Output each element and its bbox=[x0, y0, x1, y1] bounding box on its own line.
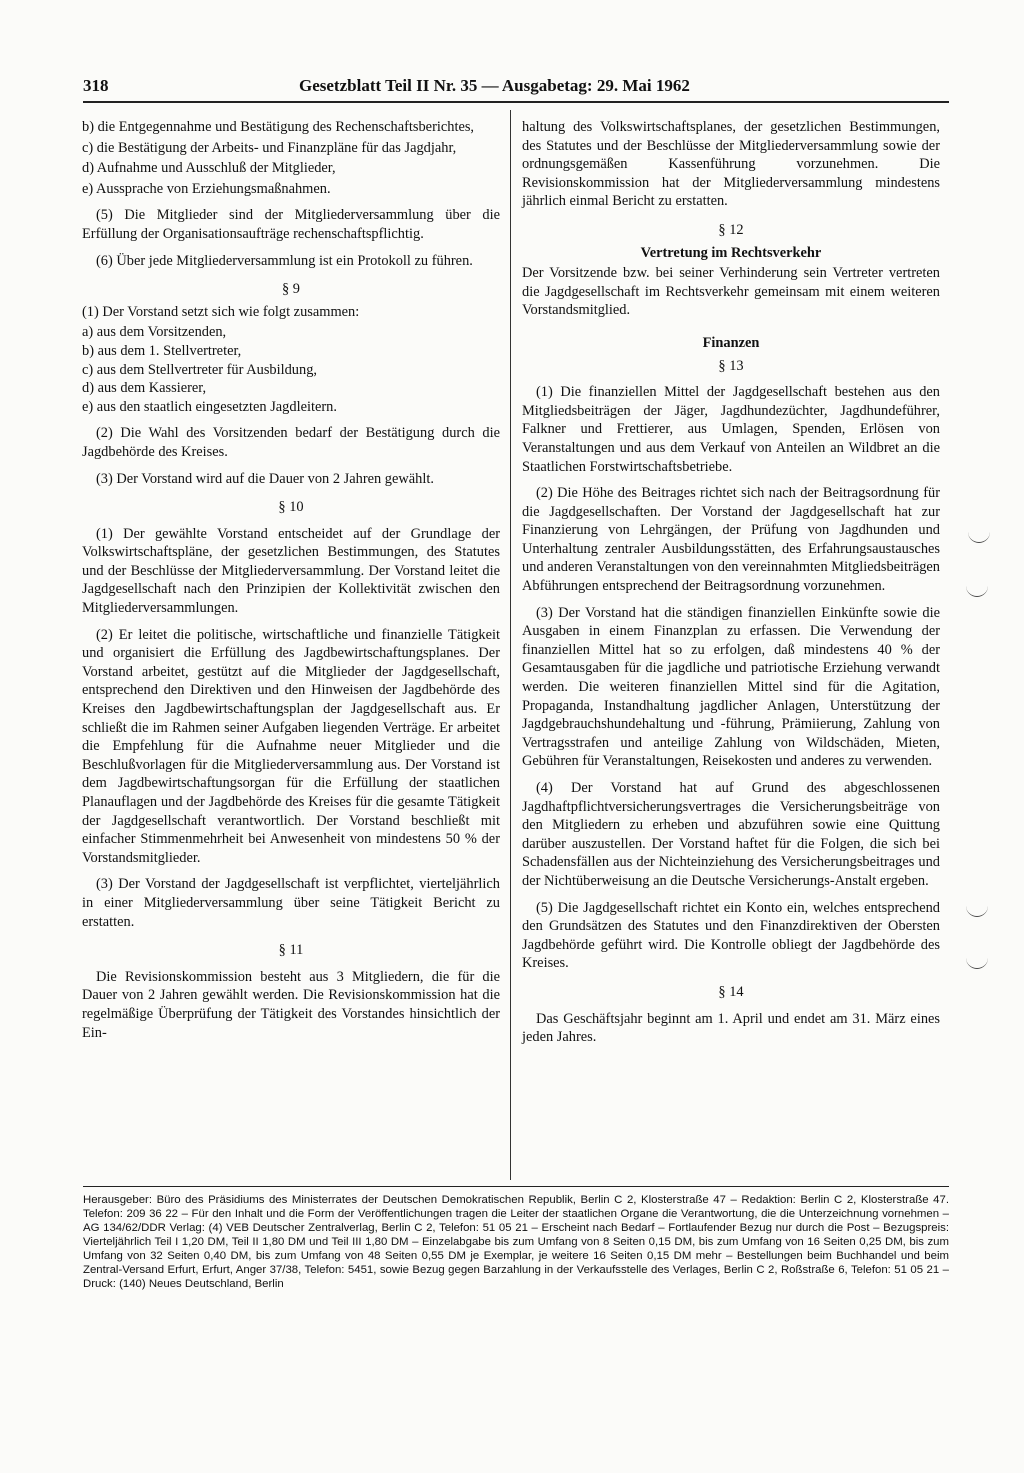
page-number: 318 bbox=[83, 76, 109, 95]
paragraph: (5) Die Mitglieder sind der Mitgliederversammlung über die Erfüllung der Organisationsaufträge rechenschaftspflichtig. bbox=[82, 207, 500, 242]
section-title: Vertretung im Rechtsverkehr bbox=[640, 244, 822, 261]
chapter-heading: Finanzen bbox=[702, 334, 760, 351]
margin-mark bbox=[966, 958, 988, 969]
header-title: Gesetzblatt Teil II Nr. 35 — Ausgabetag: 29. Mai 1962 bbox=[299, 76, 690, 95]
paragraph: (1) Die finanziellen Mittel der Jagdgesellschaft bestehen aus den Mitgliedsbeiträgen der Jäger, Jagdhundezüchter, Jagdhundeführer, Falkner und Frettierer, aus Umlagen, Spenden, Erlösen von Veranstaltungen und aus dem Verkauf von Anteilen an Wildbret an die Staatlichen Forstwirtschaftsbetriebe. bbox=[522, 384, 940, 475]
paragraph: (4) Der Vorstand hat auf Grund des abgeschlossenen Jagdhaftpflichtversicherungsvertrages die Versicherungsbeiträge von den Mitgliedern zu erheben und abzuführen sowie eine Quittung darüber auszustellen. Der Vorstand haftet für die Folgen, die sich bei Schadensfällen aus der Nichteinziehung des Versicherungsbeitrages und der Nichtüberweisung an die Deutsche Versicherungs-Anstalt ergeben. bbox=[522, 780, 940, 889]
paragraph: (6) Über jede Mitgliederversammlung ist ein Protokoll zu führen. bbox=[96, 252, 473, 269]
imprint-text: Herausgeber: Büro des Präsidiums des Ministerrates der Deutschen Demokratischen Republik, Berlin C 2, Klosterstraße 47 – Redaktion: Berlin C 2, Klosterstraße 47. Telefon: 209 36 22 – Für den Inhalt und die Form der Veröffentlichungen tragen die Leiter der staatlichen Organe die Verantwortung, die die Unterzeichnung vornehmen – AG 134/62/DDR Verlag: (4) VEB Deutscher Zentralverlag, Berlin C 2, Telefon: 51 05 21 – Erscheint nach Bedarf – Fortlaufender Bezug nur durch die Post – Bezugspreis: Vierteljährlich Teil I 1,20 DM, Teil II 1,80 DM und Teil III 1,80 DM – Einzelabgabe bis zum Umfang von 8 Seiten 0,15 DM, bis zum Umfang von 16 Seiten 0,25 DM, bis zum Umfang von 32 Seiten 0,40 DM, bis zum Umfang von 48 Seiten 0,55 DM je Exemplar, je weitere 16 Seiten 0,15 DM mehr – Bestellungen beim Buchhandel und beim Zentral-Versand Erfurt, Erfurt, Anger 37/38, Telefon: 5451, sowie Bezug gegen Barzahlung in der Verkaufsstelle des Verlages, Berlin C 2, Roßstraße 6, Telefon: 51 05 21 – Druck: (140) Neues Deutschland, Berlin bbox=[83, 1194, 949, 1290]
paragraph: (2) Die Höhe des Beitrages richtet sich nach der Beitragsordnung für die Jagdgesellschaften. Der Vorstand der Jagdgesellschaft hat zur Finanzierung von Lehrgängen, der Prüfung von Jagdhunden und Unterhaltung zentraler Ausbildungsstätten, des Erfahrungsaustausches und anderen Veranstaltungen von den vereinnahmten Mitgliedsbeiträgen Abführungen entsprechend der Beitragsordnung vorzunehmen. bbox=[522, 485, 940, 595]
paragraph: (1) Der Vorstand setzt sich wie folgt zusammen: bbox=[82, 303, 360, 320]
paragraph: (3) Der Vorstand wird auf die Dauer von 2 Jahren gewählt. bbox=[96, 470, 434, 487]
paragraph: (1) Der gewählte Vorstand entscheidet auf der Grundlage der Volkswirtschaftspläne, der gesetzlichen Bestimmungen, des Statutes und der Beschlüsse der Mitgliederversammlung. Der Vorstand leitet die Jagdgesellschaft nach den Prinzipien der Kollektivität zwischen den Mitgliederversammlungen. bbox=[82, 525, 500, 617]
list-item: b) die Entgegennahme und Bestätigung des Rechenschaftsberichtes, bbox=[82, 119, 475, 135]
left-column bbox=[82, 118, 500, 1044]
paragraph: Der Vorsitzende bzw. bei seiner Verhinderung sein Vertreter vertreten die Jagdgesellschaft im Rechtsverkehr gemeinsam mit einem weiteren Vorstandsmitglied. bbox=[522, 265, 940, 319]
paragraph: (2) Die Wahl des Vorsitzenden bedarf der Bestätigung durch die Jagdbehörde des Kreises. bbox=[82, 425, 500, 460]
paragraph: (3) Der Vorstand hat die ständigen finanziellen Einkünfte sowie die Ausgaben in einem Finanzplan zu erfassen. Die Verwendung der finanziellen Mittel hat so zu erfolgen, daß mindestens 40 % der Gesamtausgaben für die jagdliche und patriotische Erziehung verwandt werden. Die weiteren finanziellen Mittel sind für die Agitation, Propaganda, Instandhaltung jagdlicher Anlagen, Unterstützung der Jagdgebrauchshundehaltung und -führung, Prämiierung, Zahlung von Vertragsstrafen und anteilige Zahlung von Wildschäden, Mieten, Gebühren für Veranstaltungen, Reisekosten und anderes zu verwenden. bbox=[522, 604, 940, 770]
section-heading: § 13 bbox=[718, 357, 744, 374]
margin-mark bbox=[966, 586, 988, 597]
paragraph: Das Geschäftsjahr beginnt am 1. April und endet am 31. März eines jeden Jahres. bbox=[522, 1010, 940, 1046]
margin-mark bbox=[966, 906, 988, 917]
margin-mark bbox=[968, 532, 990, 543]
right-column bbox=[522, 118, 940, 1049]
list-item: d) aus dem Kassierer, bbox=[82, 380, 207, 397]
list-item: e) Aussprache von Erziehungsmaßnahmen. bbox=[82, 180, 331, 197]
list-item: b) aus dem 1. Stellvertreter, bbox=[82, 342, 242, 359]
paragraph: (5) Die Jagdgesellschaft richtet ein Konto ein, welches entsprechend den Grundsätzen des Statutes und den Finanzdirektiven der Obersten Jagdbehörde geführt wird. Die Kontrolle obliegt der Jagdbehörde des Kreises. bbox=[522, 899, 940, 972]
header-rule bbox=[83, 101, 949, 103]
list-item: c) aus dem Stellvertreter für Ausbildung, bbox=[82, 361, 317, 378]
section-heading: § 14 bbox=[718, 983, 744, 1000]
paragraph: Die Revisionskommission besteht aus 3 Mitgliedern, die für die Dauer von 2 Jahren gewählt werden. Die Revisionskommission hat die regelmäßige Überprüfung der Tätigkeit des Vorstandes hinsichtlich der Ein- bbox=[82, 968, 500, 1041]
section-heading: § 9 bbox=[282, 281, 300, 298]
column-divider bbox=[510, 110, 511, 1180]
page-header bbox=[83, 76, 949, 100]
imprint-footer bbox=[83, 1186, 949, 1291]
list-item: c) die Bestätigung der Arbeits- und Finanzpläne für das Jagdjahr, bbox=[82, 139, 457, 156]
section-heading: § 10 bbox=[278, 499, 304, 516]
section-heading: § 12 bbox=[718, 221, 744, 238]
list-item: e) aus den staatlich eingesetzten Jagdleitern. bbox=[82, 398, 337, 415]
paragraph: haltung des Volkswirtschaftsplanes, der gesetzlichen Bestimmungen, des Statutes und der Beschlüsse der Mitgliederversammlung sowie der ordnungsgemäßen Kassenführung vorzunehmen. Die Revisionskommission hat der Mitgliederversammlung mindestens jährlich einmal Bericht zu erstatten. bbox=[522, 119, 940, 210]
list-item: d) Aufnahme und Ausschluß der Mitglieder, bbox=[82, 160, 336, 177]
list-item: a) aus dem Vorsitzenden, bbox=[82, 324, 227, 341]
paragraph: (2) Er leitet die politische, wirtschaftliche und finanzielle Tätigkeit und organisiert die Erfüllung des Jagdbewirtschaftungsplanes. Der Vorstand arbeitet, gestützt auf die Mitglieder der Jagdgesellschaft, entsprechend den Direktiven und den Hinweisen der Jagdbehörde des Kreises den Jagdbewirtschaftungsplan der Jagdgesellschaft aus. Er schließt die im Rahmen seiner Aufgaben liegenden Verträge. Er arbeitet die Empfehlung für die Aufnahme neuer Mitglieder und die Beschlußvorlagen für die Mitgliederversammlung aus. Der Vorstand ist dem Jagdbewirtschaftungsorgan für die Erfüllung der staatlichen Planauflagen und der Jagdbehörde des Kreises für die gesamte Tätigkeit der Jagdgesellschaft verantwortlich. Der Vorstand beschließt mit einfacher Stimmenmehrheit bei Anwesenheit von mindestens 50 % der Vorstandsmitglieder. bbox=[82, 626, 500, 866]
section-heading: § 11 bbox=[278, 942, 304, 959]
paragraph: (3) Der Vorstand der Jagdgesellschaft ist verpflichtet, vierteljährlich in einer Mitgliederversammlung über seine Tätigkeit Bericht zu erstatten. bbox=[82, 876, 500, 930]
